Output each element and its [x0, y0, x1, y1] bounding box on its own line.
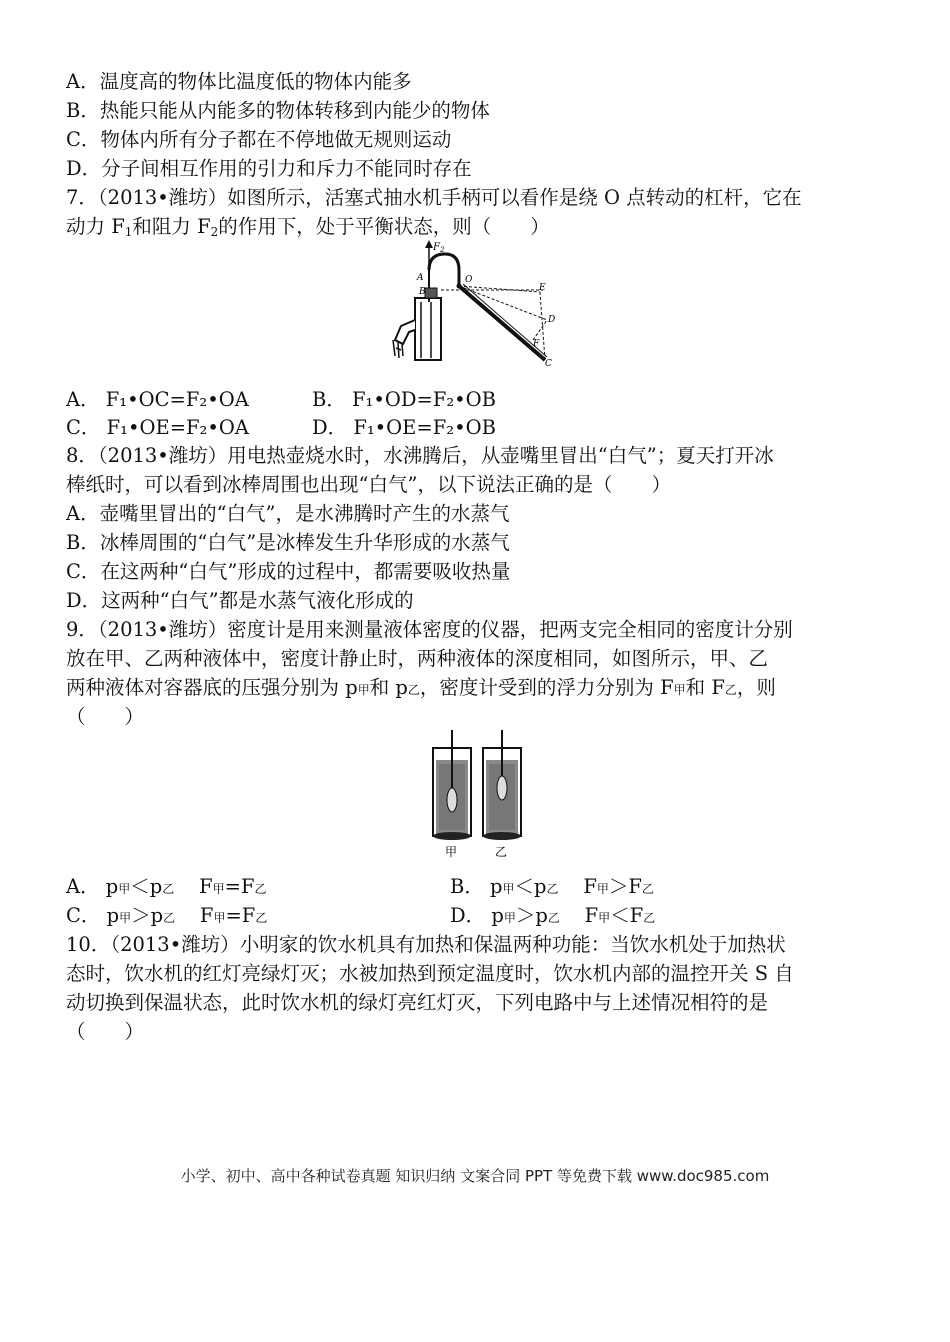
q8-option-b: B．冰棒周围的“白气”是冰棒发生升华形成的水蒸气	[66, 531, 510, 554]
q7-option-d: D． F₁•OE=F₂•OB	[312, 416, 496, 439]
q9-stem-line1: 9．（2013•潍坊）密度计是用来测量液体密度的仪器，把两支完全相同的密度计分别	[66, 618, 793, 641]
q6-option-a: A．温度高的物体比温度低的物体内能多	[66, 70, 412, 93]
q7-option-b: B． F₁•OD=F₂•OB	[312, 388, 497, 411]
q7-option-c: C． F₁•OE=F₂•OA	[66, 416, 249, 439]
q9-stem-line3: 两种液体对容器底的压强分别为 p甲和 p乙，密度计受到的浮力分别为 F甲和 F乙，则	[66, 676, 776, 699]
q9-stem-line4: （ ）	[66, 705, 145, 728]
q6-option-c: C．物体内所有分子都在不停地做无规则运动	[66, 128, 452, 151]
q8-option-d: D．这两种“白气”都是水蒸气液化形成的	[66, 589, 414, 612]
pump-lever-figure	[385, 240, 565, 370]
label-d: D	[548, 315, 556, 325]
q8-stem-line1: 8．（2013•潍坊）用电热壶烧水时，水沸腾后，从壶嘴里冒出“白气”；夏天打开冰	[66, 444, 774, 467]
label-o: O	[465, 275, 473, 285]
q10-stem-line1: 10．（2013•潍坊）小明家的饮水机具有加热和保温两种功能：当饮水机处于加热状	[66, 933, 786, 956]
q9-option-d: D． p甲＞p乙 F甲＜F乙	[450, 904, 656, 927]
q9-option-a: A． p甲＜p乙 F甲=F乙	[66, 875, 267, 898]
q8-option-a: A．壶嘴里冒出的“白气”，是水沸腾时产生的水蒸气	[66, 502, 510, 525]
label-b: B	[419, 287, 426, 297]
q8-option-c: C．在这两种“白气”形成的过程中，都需要吸收热量	[66, 560, 511, 583]
q7-stem-line1: 7．（2013•潍坊）如图所示，活塞式抽水机手柄可以看作是绕 O 点转动的杠杆，它在	[66, 186, 802, 209]
label-f2: $F_2$	[433, 242, 445, 254]
label-yi: 乙	[495, 845, 508, 859]
q9-option-c: C． p甲＞p乙 F甲=F乙	[66, 904, 268, 927]
q7-stem-line2: 动力 $F_1$和阻力 $F_2$的作用下，处于平衡状态，则（ ）	[66, 215, 550, 239]
label-a: A	[417, 273, 424, 283]
density-meter-figure	[425, 730, 535, 860]
q9-stem-line2: 放在甲、乙两种液体中，密度计静止时，两种液体的深度相同，如图所示，甲、乙	[66, 647, 769, 670]
q10-stem-line2: 态时，饮水机的红灯亮绿灯灭；水被加热到预定温度时，饮水机内部的温控开关 S 自	[66, 962, 794, 985]
q9-option-b: B． p甲＜p乙 F甲＞F乙	[450, 875, 654, 898]
label-f: F	[533, 339, 540, 349]
q6-option-b: B．热能只能从内能多的物体转移到内能少的物体	[66, 99, 490, 122]
q8-stem-line2: 棒纸时，可以看到冰棒周围也出现“白气”，以下说法正确的是（ ）	[66, 473, 671, 496]
label-jia: 甲	[445, 845, 458, 859]
q10-stem-line3: 动切换到保温状态，此时饮水机的绿灯亮红灯灭，下列电路中与上述情况相符的是	[66, 991, 769, 1014]
page-footer: 小学、初中、高中各种试卷真题 知识归纳 文案合同 PPT 等免费下载 www.doc985.com	[180, 1167, 770, 1185]
label-e: E	[539, 283, 546, 293]
q10-stem-line4: （ ）	[66, 1020, 145, 1043]
q7-option-a: A． F₁•OC=F₂•OA	[66, 388, 249, 411]
label-c: C	[545, 359, 552, 369]
q6-option-d: D．分子间相互作用的引力和斥力不能同时存在	[66, 157, 472, 180]
